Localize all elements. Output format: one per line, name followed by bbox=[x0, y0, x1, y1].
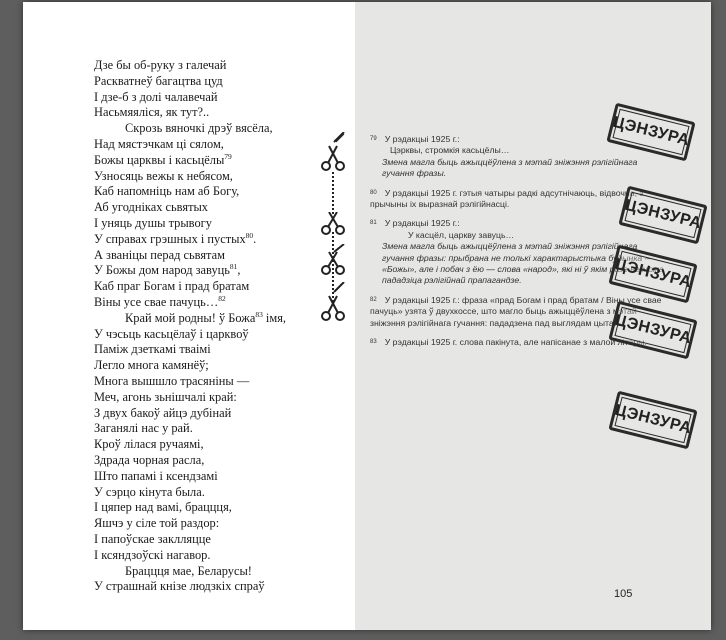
poem-line: Раскватнеў багацтва цуд bbox=[94, 73, 223, 88]
poem-line: Кроў лілася ручаямі, bbox=[94, 437, 204, 452]
footnote-ref[interactable]: 82 bbox=[218, 293, 226, 303]
poem-line: І папоўскае заклляцце bbox=[94, 531, 211, 546]
poem-line: У справах грэшных і пустых$^{80}$. bbox=[94, 230, 257, 246]
scissors-icon bbox=[320, 282, 346, 322]
poem-line: Віны усе свае пачуць…$^{82}$ bbox=[94, 293, 226, 309]
poem-line: Заганялі нас у рай. bbox=[94, 421, 193, 436]
poem-line: І цяпер над вамі, браццця, bbox=[94, 500, 232, 515]
poem-line: І ксяндзоўскі нагавор. bbox=[94, 547, 211, 562]
footnote-line: Змена магла быць ажыццёўлена з мэтай зніжэння рэлігійнага гучання фразы. bbox=[382, 156, 638, 179]
poem-line: Легло многа камянёў; bbox=[94, 358, 209, 373]
censorship-marks bbox=[320, 132, 346, 322]
footnote-line: $^{79}$ У рэдакцыі 1925 г.: bbox=[370, 134, 460, 144]
poem-line: У Божы дом народ завуць$^{81}$, bbox=[94, 262, 241, 278]
poem-line: У страшнай кнізе людзкіх спраў bbox=[94, 579, 265, 594]
poem-line: Насьмяяліся, як тут?.. bbox=[94, 105, 210, 120]
poem-line: Скрозь вяночкі дрэў вясёла, bbox=[125, 121, 273, 136]
poem-line: Каб праг Богам і прад братам bbox=[94, 279, 250, 294]
poem-line: Каб напомніць нам аб Богу, bbox=[94, 184, 240, 199]
footnote-number: 81 bbox=[370, 220, 377, 227]
poem-line: Здрада чорная расла, bbox=[94, 452, 205, 467]
left-page bbox=[23, 2, 355, 630]
poem-line: Меч, агонь зьнішчалі край: bbox=[94, 389, 237, 404]
cut-dotted-line bbox=[332, 172, 334, 214]
footnote-number: 79 bbox=[370, 136, 377, 142]
censorship-stamp: ЦЭНЗУРА bbox=[608, 301, 697, 360]
footnote-line: Змена магла быць ажыццёўлена з мэтай зніжэння рэлігійнага гучання фразы: прыбрана не толькі характарыстыка будынка — «Божы», але і побач з ёю — слова «народ», які ні ў якім разе не можа пададзіца рэлігійнай прапагандзе. bbox=[382, 241, 664, 286]
poem-line: У чэсьць касьцёлаў і царквоў bbox=[94, 326, 249, 341]
poem-line: А званіцы перад сьвятам bbox=[94, 247, 225, 262]
footnote-ref[interactable]: 83 bbox=[255, 309, 263, 319]
poem-line: І дзе-б з долі чалавечай bbox=[94, 89, 218, 104]
poem-line: Што папамі і ксендзамі bbox=[94, 468, 218, 483]
footnote-ref[interactable]: 79 bbox=[224, 151, 232, 161]
poem-line: Аб угодніках сьвятых bbox=[94, 200, 209, 215]
scissors-icon bbox=[320, 132, 346, 172]
poem-line: У сэрцо кінута была. bbox=[94, 484, 205, 499]
poem-line: Паміж дзеткамі тваімі bbox=[94, 342, 211, 357]
footnote-line: $^{80}$ У рэдакцыі 1925 г. гэтыя чатыры радкі адсутнічаюць, відвочна, з прычыны іх выразнай рэлігійнасці. bbox=[370, 187, 644, 210]
poem-line: З двух бакоў айцэ дубінай bbox=[94, 405, 232, 420]
censorship-stamp: ЦЭНЗУРА bbox=[608, 245, 697, 304]
poem-line: Яшчэ у сіле той раздор: bbox=[94, 516, 220, 531]
scissors-icon bbox=[320, 212, 346, 236]
footnote-ref[interactable]: 81 bbox=[229, 262, 238, 272]
poem-line: Браццця мае, Беларусы! bbox=[125, 563, 252, 578]
footnote-line: Цэрквы, стромкія касьцёлы… bbox=[390, 145, 510, 156]
poem-line: Божы царквы і касьцёлы$^{79}$ bbox=[94, 151, 232, 167]
footnote-number: 80 bbox=[370, 189, 377, 196]
footnote-number: 82 bbox=[370, 296, 377, 303]
footnote-line: У касцёл, царкву завуць… bbox=[408, 229, 515, 240]
poem-line: І уняць душы трывогу bbox=[94, 215, 212, 230]
censorship-stamp: ЦЭНЗУРА bbox=[608, 391, 697, 450]
poem-line: Многа вышшло трасяніны — bbox=[94, 373, 250, 388]
poem-line: Дзе бы об-руку з галечай bbox=[94, 58, 227, 72]
footnote-line: $^{82}$ У рэдакцыі 1925 г.: фраза «прад Богам і прад братам / Віны усе свае пачуць» узята ў двухкоссе, што магло быць ажыццёўлена з мэтай зніжэння рэлігійнага гучання: пададзена пад выглядам цытаты. bbox=[370, 294, 662, 328]
page-number: 105 bbox=[614, 588, 633, 600]
scissors-icon bbox=[320, 244, 346, 276]
footnote-ref[interactable]: 80 bbox=[245, 230, 254, 240]
poem-line: Над мястэчкам ці сялом, bbox=[94, 136, 224, 151]
censorship-stamp: ЦЭНЗУРА bbox=[606, 103, 695, 162]
footnote-number: 83 bbox=[370, 339, 377, 346]
footnote-line: $^{81}$ У рэдакцыі 1925 г.: bbox=[370, 218, 460, 229]
footnote-line: $^{83}$ У рэдакцыі 1925 г. слова пакінута, але напісанае з малой літары. bbox=[370, 337, 647, 348]
poem-line: Край мой родны! ў Божа$^{83}$ імя, bbox=[125, 309, 287, 325]
poem-text bbox=[94, 58, 286, 595]
censorship-stamp: ЦЭНЗУРА bbox=[618, 186, 707, 245]
poem-line: Узносяць вежы к небясом, bbox=[94, 168, 233, 183]
